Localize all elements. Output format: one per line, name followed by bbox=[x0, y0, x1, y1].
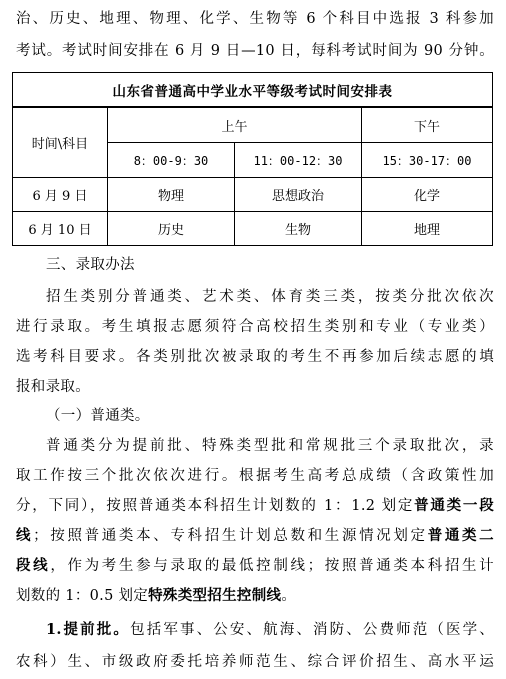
slot-2: 11：00-12：30 bbox=[235, 143, 362, 178]
row-subject: 地理 bbox=[362, 212, 493, 246]
text-run: 。 bbox=[281, 588, 297, 604]
subsection-heading: （一）普通类。 bbox=[46, 408, 150, 424]
paragraph-line: 取工作按三个批次依次进行。根据考生高考总成绩（含政策性加 bbox=[16, 468, 494, 484]
table-row bbox=[13, 178, 493, 212]
text-run: ；按照普通类本、专科招生计划总数和生源情况划定 bbox=[33, 528, 428, 544]
bold-run: 特殊类型招生控制线 bbox=[148, 587, 282, 604]
intro-line-1: 治、历史、地理、物理、化学、生物等 6 个科目中选报 3 科参加 bbox=[16, 11, 494, 27]
intro-line-2: 考试。考试时间安排在 6 月 9 日—10 日，每科考试时间为 90 分钟。 bbox=[16, 43, 494, 59]
bold-run: 普通类一段 bbox=[414, 497, 494, 514]
paragraph-line: 农科）生、市级政府委托培养师范生、综合评价招生、高水平运 bbox=[16, 654, 494, 670]
row-subject: 思想政治 bbox=[235, 178, 362, 212]
paragraph-line: 报和录取。 bbox=[16, 379, 90, 395]
paragraph-line: 选考科目要求。各类别批次被录取的考生不再参加后续志愿的填 bbox=[16, 349, 494, 365]
paragraph-line bbox=[46, 620, 494, 640]
slot-1: 8：00-9：30 bbox=[108, 143, 235, 178]
morning-header: 上午 bbox=[108, 107, 362, 143]
paragraph-line bbox=[16, 496, 494, 516]
text-run: ，作为考生参与录取的最低控制线；按照普通类本科招生计 bbox=[50, 558, 494, 574]
row-subject: 物理 bbox=[108, 178, 235, 212]
bold-run: 段线 bbox=[16, 557, 51, 574]
table-row bbox=[13, 212, 493, 246]
row-subject: 化学 bbox=[362, 178, 493, 212]
paragraph-line bbox=[16, 556, 494, 576]
paragraph-line bbox=[16, 526, 494, 546]
bold-run: 1.提前批。 bbox=[46, 621, 131, 638]
row-subject: 生物 bbox=[235, 212, 362, 246]
text-run: 划数的 1：0.5 划定 bbox=[16, 588, 149, 604]
text-run: 分，下同），按照普通类本科招生计划数的 1：1.2 划定 bbox=[16, 498, 415, 514]
text-run: 包括军事、公安、航海、消防、公费师范（医学、 bbox=[130, 622, 494, 638]
slot-3: 15：30-17：00 bbox=[362, 143, 493, 178]
row-date: 6 月 10 日 bbox=[13, 212, 108, 246]
table-title: 山东省普通高中学业水平等级考试时间安排表 bbox=[13, 73, 493, 108]
bold-run: 线 bbox=[16, 527, 34, 544]
exam-schedule-table bbox=[12, 72, 493, 246]
row-subject: 历史 bbox=[108, 212, 235, 246]
paragraph-line bbox=[16, 586, 494, 606]
paragraph-line: 进行录取。考生填报志愿须符合高校招生类别和专业（专业类） bbox=[16, 319, 494, 335]
paragraph-line: 招生类别分普通类、艺术类、体育类三类，按类分批次依次 bbox=[46, 289, 494, 305]
row-date: 6 月 9 日 bbox=[13, 178, 108, 212]
section-heading: 三、录取办法 bbox=[46, 257, 135, 273]
paragraph-line: 普通类分为提前批、特殊类型批和常规批三个录取批次，录 bbox=[46, 438, 494, 454]
bold-run: 普通类二 bbox=[427, 527, 494, 544]
afternoon-header: 下午 bbox=[362, 107, 493, 143]
corner-header: 时间\科目 bbox=[13, 107, 108, 178]
